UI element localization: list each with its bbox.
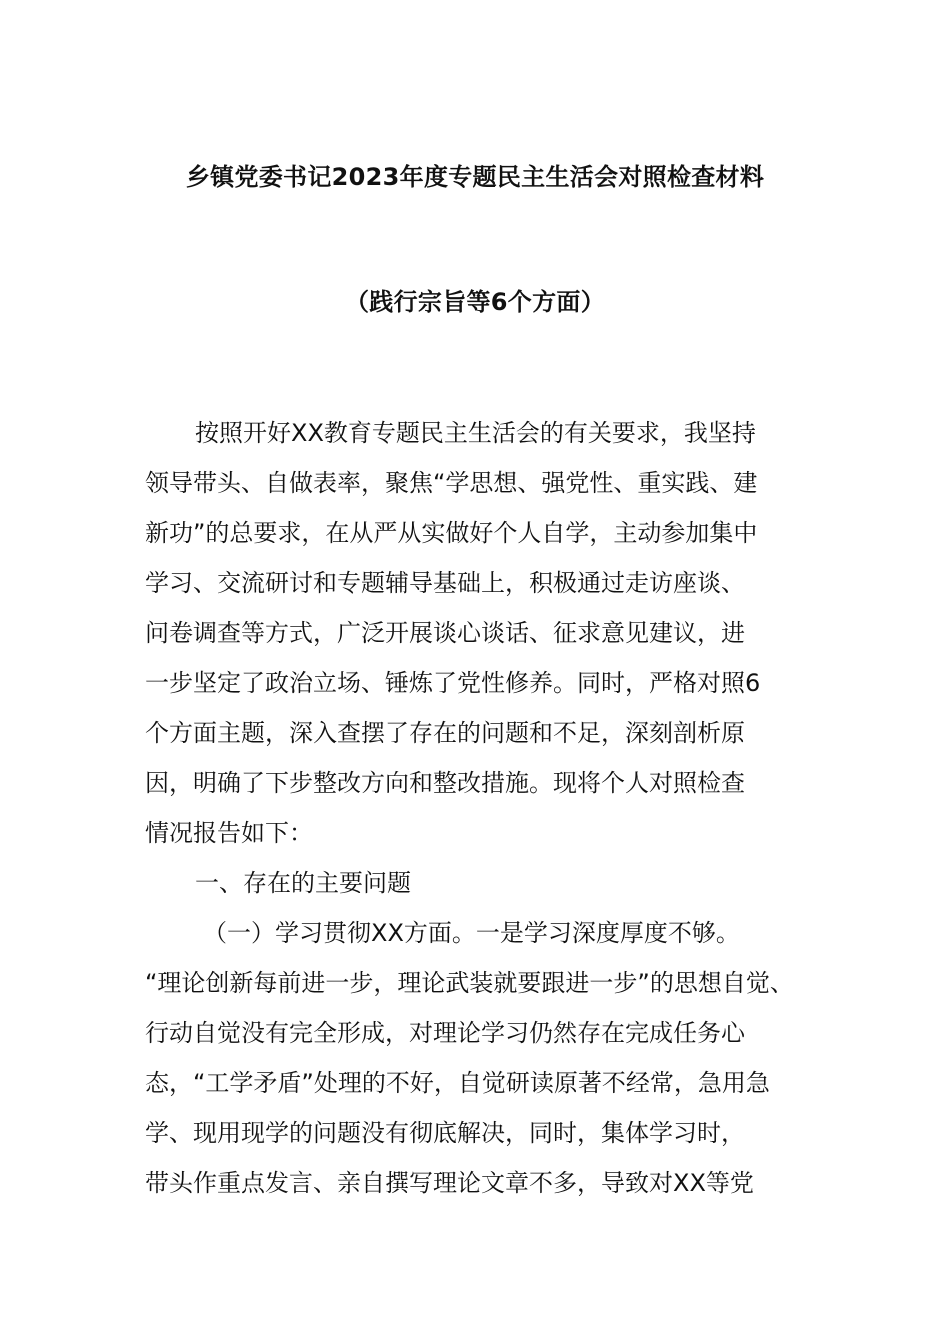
body-line: 因，明确了下步整改方向和整改措施。现将个人对照检查 — [145, 769, 745, 797]
document-title: 乡镇党委书记2023年度专题民主生活会对照检查材料 — [185, 163, 765, 191]
body-line: 个方面主题，深入查摆了存在的问题和不足，深刻剖析原 — [145, 719, 745, 747]
subsection-line: （一）学习贯彻XX方面。一是学习深度厚度不够。 — [203, 919, 740, 947]
body-line: 学习、交流研讨和专题辅导基础上，积极通过走访座谈、 — [145, 569, 745, 597]
body-line: 按照开好XX教育专题民主生活会的有关要求，我坚持 — [195, 419, 756, 447]
body-line: 行动自觉没有完全形成，对理论学习仍然存在完成任务心 — [145, 1019, 745, 1047]
section-heading: 一、存在的主要问题 — [195, 869, 411, 897]
body-line: 学、现用现学的问题没有彻底解决，同时，集体学习时， — [145, 1119, 745, 1147]
body-line: 带头作重点发言、亲自撰写理论文章不多，导致对XX等党 — [145, 1169, 754, 1197]
body-line: 问卷调查等方式，广泛开展谈心谈话、征求意见建议，进 — [145, 619, 745, 647]
body-line: 一步坚定了政治立场、锤炼了党性修养。同时，严格对照6 — [145, 669, 761, 697]
body-line: “理论创新每前进一步，理论武装就要跟进一步”的思想自觉、 — [145, 969, 794, 997]
document-body — [145, 408, 825, 1208]
body-line: 新功”的总要求，在从严从实做好个人自学，主动参加集中 — [145, 519, 758, 547]
body-line: 态，“工学矛盾”处理的不好，自觉研读原著不经常，急用急 — [145, 1069, 770, 1097]
body-line: 情况报告如下： — [145, 819, 313, 847]
document-subtitle: （践行宗旨等6个方面） — [345, 288, 605, 316]
body-line: 领导带头、自做表率，聚焦“学思想、强党性、重实践、建 — [145, 469, 758, 497]
